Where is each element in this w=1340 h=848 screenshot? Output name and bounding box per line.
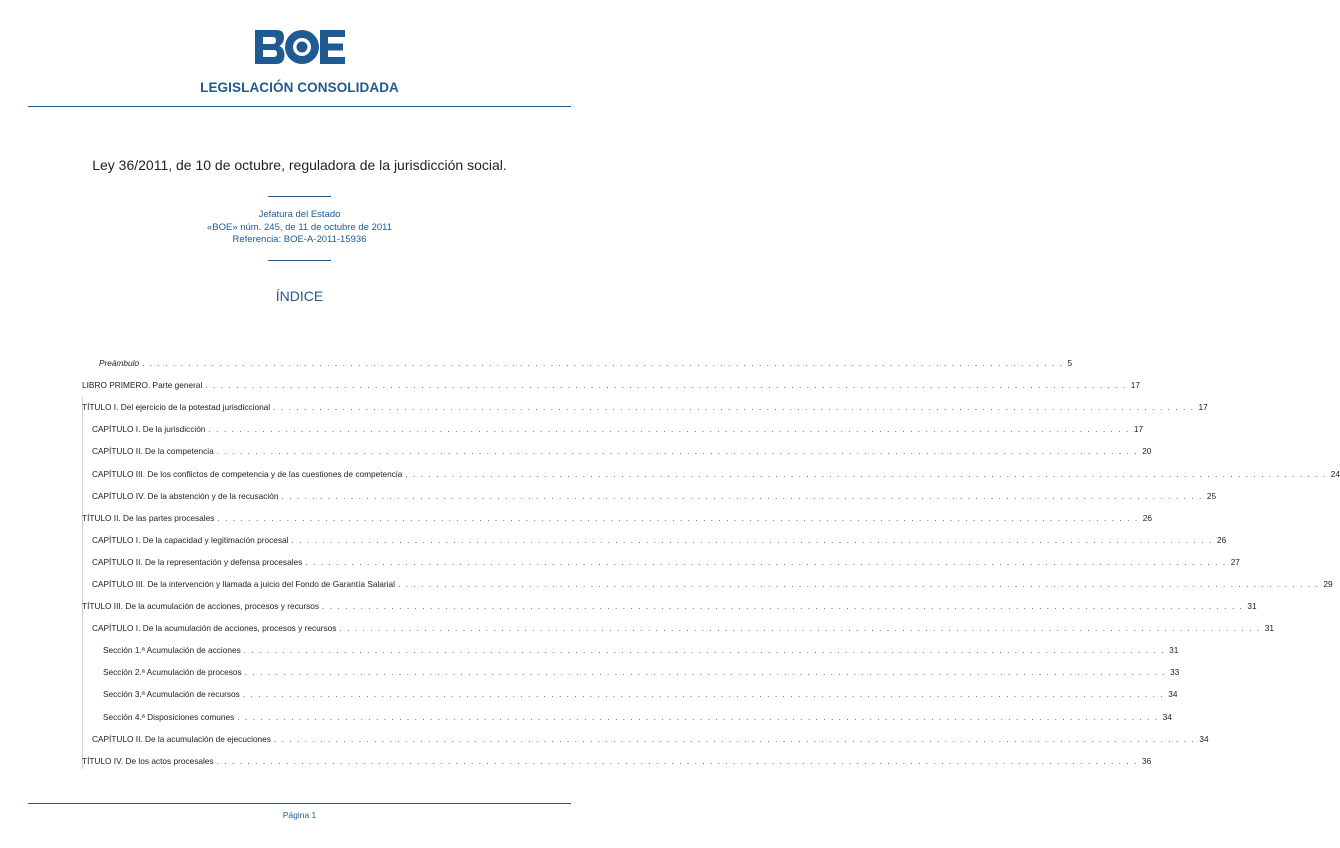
toc-entry[interactable] — [82, 750, 1152, 772]
toc-entry-page: 24 — [1330, 468, 1340, 479]
toc-entry-title: Sección 4.ª Disposiciones comunes — [103, 711, 235, 722]
toc-entry-page: 31 — [1264, 623, 1275, 634]
document-metadata — [0, 209, 599, 247]
publication: «BOE» núm. 245, de 11 de octubre de 2011 — [206, 221, 393, 233]
toc-leader-dots: . . . . . . . . . . . . . . . . . . . . . . . . . . . . . . . . . . . . . . . . . . . . . . . . . . . . . . . . . . . . . . . . . . . . . . . . . . . . . . . . . . . . . . . . . . . . . . . . . . . . . . . . . . . . . . . . . . . . . . . . — [142, 358, 1064, 369]
boe-logo — [255, 30, 345, 64]
toc-leader-dots: . . . . . . . . . . . . . . . . . . . . . . . . . . . . . . . . . . . . . . . . . . . . . . . . . . . . . . . . . . . . . . . . . . . . . . . . . . . . . . . . . . . . . . . . . . . . . . . . . . . . . . . . . . . . . . . . . . . . . . . . — [237, 711, 1159, 722]
toc-leader-dots: . . . . . . . . . . . . . . . . . . . . . . . . . . . . . . . . . . . . . . . . . . . . . . . . . . . . . . . . . . . . . . . . . . . . . . . . . . . . . . . . . . . . . . . . . . . . . . . . . . . . . . . . . . . . . . . . . . . . . . . . — [291, 534, 1213, 545]
toc-entry-page: 17 — [1130, 380, 1140, 391]
toc-entry[interactable] — [82, 485, 1217, 507]
toc-entry[interactable] — [82, 440, 1152, 462]
toc-entry-title: CAPÍTULO II. De la acumulación de ejecuciones — [92, 733, 271, 744]
toc-entry-title: Sección 1.ª Acumulación de acciones — [103, 645, 241, 656]
toc-entry-page: 31 — [1169, 645, 1179, 656]
toc-entry-title: Sección 3.ª Acumulación de recursos — [103, 689, 240, 700]
toc-entry[interactable] — [82, 661, 1180, 683]
toc-leader-dots: . . . . . . . . . . . . . . . . . . . . . . . . . . . . . . . . . . . . . . . . . . . . . . . . . . . . . . . . . . . . . . . . . . . . . . . . . . . . . . . . . . . . . . . . . . . . . . . . . . . . . . . . . . . . . . . . . . . . . . . . — [273, 733, 1196, 744]
toc-entry-title: TÍTULO I. Del ejercicio de la potestad jurisdiccional — [82, 402, 271, 413]
toc-entry-page: 26 — [1142, 512, 1152, 523]
toc-entry-page: 29 — [1323, 578, 1333, 589]
toc-entry-title: CAPÍTULO II. De la competencia — [92, 446, 214, 457]
toc-leader-dots: . . . . . . . . . . . . . . . . . . . . . . . . . . . . . . . . . . . . . . . . . . . . . . . . . . . . . . . . . . . . . . . . . . . . . . . . . . . . . . . . . . . . . . . . . . . . . . . . . . . . . . . . . . . . . . . . . . . . . . . . — [322, 601, 1244, 612]
toc-entry[interactable] — [82, 352, 1073, 374]
toc-entry-page: 34 — [1199, 733, 1209, 744]
toc-entry[interactable] — [82, 728, 1209, 750]
footer-divider — [28, 803, 571, 804]
toc-entry-title: CAPÍTULO I. De la jurisdicción — [92, 424, 206, 435]
toc-entry-title: Sección 2.ª Acumulación de procesos — [103, 667, 242, 678]
toc-entry[interactable] — [82, 706, 1172, 728]
toc-entry-title: CAPÍTULO IV. De la abstención y de la recusación — [92, 490, 279, 501]
toc-entry-title: TÍTULO II. De las partes procesales — [82, 512, 215, 523]
reference: Referencia: BOE-A-2011-15936 — [232, 234, 367, 245]
section-title: LEGISLACIÓN CONSOLIDADA — [200, 80, 399, 95]
toc-entry-page: 25 — [1206, 490, 1217, 501]
toc-entry-page: 34 — [1168, 689, 1178, 700]
toc-leader-dots: . . . . . . . . . . . . . . . . . . . . . . . . . . . . . . . . . . . . . . . . . . . . . . . . . . . . . . . . . . . . . . . . . . . . . . . . . . . . . . . . . . . . . . . . . . . . . . . . . . . . . . . . . . . . . . . . . . . . . . . . — [398, 578, 1320, 589]
toc-entry[interactable] — [82, 551, 1240, 573]
toc-entry-title: TÍTULO IV. De los actos procesales — [82, 755, 214, 766]
page-number: Página 1 — [282, 810, 317, 820]
toc-entry[interactable] — [82, 374, 1140, 396]
toc-leader-dots: . . . . . . . . . . . . . . . . . . . . . . . . . . . . . . . . . . . . . . . . . . . . . . . . . . . . . . . . . . . . . . . . . . . . . . . . . . . . . . . . . . . . . . . . . . . . . . . . . . . . . . . . . . . . . . . . . . . . . . . . — [216, 755, 1138, 766]
toc-leader-dots: . . . . . . . . . . . . . . . . . . . . . . . . . . . . . . . . . . . . . . . . . . . . . . . . . . . . . . . . . . . . . . . . . . . . . . . . . . . . . . . . . . . . . . . . . . . . . . . . . . . . . . . . . . . . . . . . . . . . . . . . — [243, 645, 1166, 656]
toc-entry-title: LIBRO PRIMERO. Parte general — [82, 380, 203, 391]
toc-entry-page: 27 — [1230, 556, 1240, 567]
toc-leader-dots: . . . . . . . . . . . . . . . . . . . . . . . . . . . . . . . . . . . . . . . . . . . . . . . . . . . . . . . . . . . . . . . . . . . . . . . . . . . . . . . . . . . . . . . . . . . . . . . . . . . . . . . . . . . . . . . . . . . . . . . . — [305, 556, 1227, 567]
toc-entry[interactable] — [82, 683, 1178, 705]
toc-entry-page: 5 — [1067, 358, 1073, 369]
issuer: Jefatura del Estado — [258, 209, 341, 220]
toc-leader-dots: . . . . . . . . . . . . . . . . . . . . . . . . . . . . . . . . . . . . . . . . . . . . . . . . . . . . . . . . . . . . . . . . . . . . . . . . . . . . . . . . . . . . . . . . . . . . . . . . . . . . . . . . . . . . . . . . . . . . . . . . — [217, 512, 1139, 523]
toc-entry[interactable] — [82, 639, 1179, 661]
toc-entry-page: 20 — [1142, 446, 1152, 457]
toc-leader-dots: . . . . . . . . . . . . . . . . . . . . . . . . . . . . . . . . . . . . . . . . . . . . . . . . . . . . . . . . . . . . . . . . . . . . . . . . . . . . . . . . . . . . . . . . . . . . . . . . . . . . . . . . . . . . . . . . . . . . . . . . — [242, 689, 1165, 700]
toc-leader-dots: . . . . . . . . . . . . . . . . . . . . . . . . . . . . . . . . . . . . . . . . . . . . . . . . . . . . . . . . . . . . . . . . . . . . . . . . . . . . . . . . . . . . . . . . . . . . . . . . . . . . . . . . . . . . . . . . . . . . . . . . — [244, 667, 1167, 678]
toc-leader-dots: . . . . . . . . . . . . . . . . . . . . . . . . . . . . . . . . . . . . . . . . . . . . . . . . . . . . . . . . . . . . . . . . . . . . . . . . . . . . . . . . . . . . . . . . . . . . . . . . . . . . . . . . . . . . . . . . . . . . . . . . — [405, 468, 1327, 479]
index-title: ÍNDICE — [275, 288, 324, 304]
toc-entry-page: 17 — [1198, 402, 1208, 413]
toc-entry[interactable] — [82, 573, 1333, 595]
toc-entry-title: CAPÍTULO I. De la capacidad y legitimación procesal — [92, 534, 289, 545]
toc-leader-dots: . . . . . . . . . . . . . . . . . . . . . . . . . . . . . . . . . . . . . . . . . . . . . . . . . . . . . . . . . . . . . . . . . . . . . . . . . . . . . . . . . . . . . . . . . . . . . . . . . . . . . . . . . . . . . . . . . . . . . . . . — [339, 623, 1261, 634]
toc-entry-page: 36 — [1141, 755, 1152, 766]
table-of-contents — [82, 352, 1340, 772]
toc-leader-dots: . . . . . . . . . . . . . . . . . . . . . . . . . . . . . . . . . . . . . . . . . . . . . . . . . . . . . . . . . . . . . . . . . . . . . . . . . . . . . . . . . . . . . . . . . . . . . . . . . . . . . . . . . . . . . . . . . . . . . . . . — [205, 380, 1127, 391]
toc-leader-dots: . . . . . . . . . . . . . . . . . . . . . . . . . . . . . . . . . . . . . . . . . . . . . . . . . . . . . . . . . . . . . . . . . . . . . . . . . . . . . . . . . . . . . . . . . . . . . . . . . . . . . . . . . . . . . . . . . . . . . . . . — [281, 490, 1203, 501]
toc-entry[interactable] — [82, 617, 1275, 639]
title-rule-top — [268, 196, 331, 197]
toc-entry[interactable] — [82, 396, 1208, 418]
toc-entry-title: Preámbulo — [99, 358, 140, 369]
toc-entry-title: CAPÍTULO II. De la representación y defensa procesales — [92, 556, 303, 567]
toc-entry-page: 31 — [1247, 601, 1257, 612]
toc-leader-dots: . . . . . . . . . . . . . . . . . . . . . . . . . . . . . . . . . . . . . . . . . . . . . . . . . . . . . . . . . . . . . . . . . . . . . . . . . . . . . . . . . . . . . . . . . . . . . . . . . . . . . . . . . . . . . . . . . . . . . . . . — [273, 402, 1195, 413]
toc-entry-title: TÍTULO III. De la acumulación de acciones, procesos y recursos — [82, 601, 320, 612]
toc-entry-page: 33 — [1170, 667, 1180, 678]
toc-entry-title: CAPÍTULO III. De la intervención y llamada a juicio del Fondo de Garantía Salarial — [92, 578, 395, 589]
toc-entry[interactable] — [82, 595, 1257, 617]
toc-leader-dots: . . . . . . . . . . . . . . . . . . . . . . . . . . . . . . . . . . . . . . . . . . . . . . . . . . . . . . . . . . . . . . . . . . . . . . . . . . . . . . . . . . . . . . . . . . . . . . . . . . . . . . . . . . . . . . . . . . . . . . . . — [208, 424, 1130, 435]
toc-entry[interactable] — [82, 462, 1340, 484]
law-title: Ley 36/2011, de 10 de octubre, reguladora de la jurisdicción social. — [92, 157, 507, 173]
toc-entry[interactable] — [82, 507, 1152, 529]
toc-entry-page: 34 — [1162, 711, 1172, 722]
toc-entry-title: CAPÍTULO I. De la acumulación de acciones, procesos y recursos — [92, 623, 337, 634]
toc-entry-page: 17 — [1133, 424, 1144, 435]
toc-leader-dots: . . . . . . . . . . . . . . . . . . . . . . . . . . . . . . . . . . . . . . . . . . . . . . . . . . . . . . . . . . . . . . . . . . . . . . . . . . . . . . . . . . . . . . . . . . . . . . . . . . . . . . . . . . . . . . . . . . . . . . . . — [216, 446, 1139, 457]
toc-entry-page: 26 — [1216, 534, 1227, 545]
title-rule-bottom — [268, 260, 331, 261]
header-divider — [28, 106, 571, 107]
toc-entry[interactable] — [82, 529, 1227, 551]
toc-entry[interactable] — [82, 418, 1144, 440]
toc-entry-title: CAPÍTULO III. De los conflictos de competencia y de las cuestiones de competencia — [92, 468, 403, 479]
